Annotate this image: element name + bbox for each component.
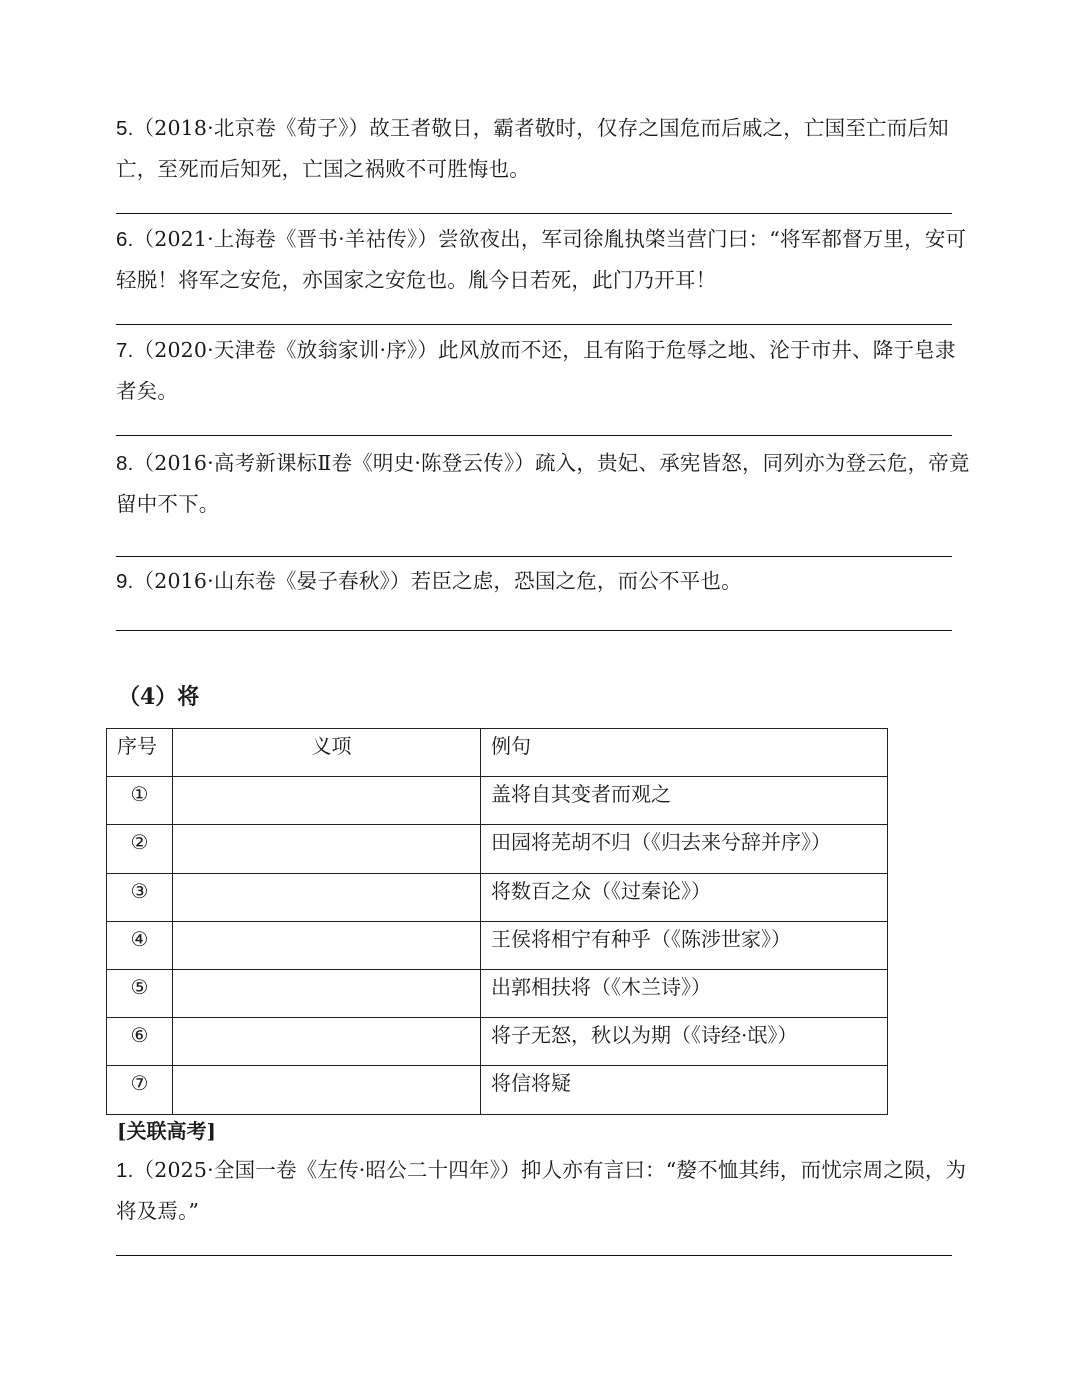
meaning-cell[interactable] — [173, 969, 481, 1017]
question-number: 6. — [116, 228, 134, 251]
meaning-cell[interactable] — [173, 873, 481, 921]
meaning-cell[interactable] — [173, 1018, 481, 1066]
meaning-cell[interactable] — [173, 921, 481, 969]
question-number: 7. — [116, 339, 134, 362]
meaning-cell[interactable] — [173, 825, 481, 873]
row-index: ⑦ — [107, 1066, 173, 1114]
question-6 — [116, 219, 976, 300]
example-cell: 将信将疑 — [481, 1066, 888, 1114]
question-text: （2018·北京卷《荀子》）故王者敬日，霸者敬时，仅存之国危而后戚之，亡国至亡而后知亡，至死而后知死，亡国之祸败不可胜悔也。 — [116, 116, 949, 181]
question-number: 1. — [116, 1159, 134, 1182]
question-text: （2016·山东卷《晏子春秋》）若臣之虑，恐国之危，而公不平也。 — [133, 569, 742, 593]
row-index: ④ — [107, 921, 173, 969]
table-header-row — [107, 729, 888, 777]
row-index: ① — [107, 777, 173, 825]
row-index: ② — [107, 825, 173, 873]
question-9 — [116, 561, 976, 602]
meaning-cell[interactable] — [173, 1066, 481, 1114]
question-text: （2020·天津卷《放翁家训·序》）此风放而不还，且有陷于危辱之地、沦于市井、降于皂隶者矣。 — [116, 338, 956, 403]
header-meaning: 义项 — [173, 729, 481, 777]
meaning-cell[interactable] — [173, 777, 481, 825]
related-question-1 — [116, 1150, 976, 1231]
answer-line[interactable] — [116, 556, 952, 557]
answer-line[interactable] — [116, 435, 952, 436]
table-row — [107, 969, 888, 1017]
related-exam-label: [关联高考] — [117, 1119, 216, 1143]
row-index: ⑤ — [107, 969, 173, 1017]
question-text: （2021·上海卷《晋书·羊祜传》）尝欲夜出，军司徐胤执棨当营门曰：“将军都督万里，安可轻脱！将军之安危，亦国家之安危也。胤今日若死，此门乃开耳！ — [116, 227, 967, 292]
answer-line[interactable] — [116, 324, 952, 325]
question-text: （2016·高考新课标Ⅱ卷《明史·陈登云传》）疏入，贵妃、承宪皆怒，同列亦为登云危，帝竟留中不下。 — [116, 451, 970, 516]
example-cell: 田园将芜胡不归（《归去来兮辞并序》） — [481, 825, 888, 873]
example-cell: 将数百之众（《过秦论》） — [481, 873, 888, 921]
example-cell: 出郭相扶将（《木兰诗》） — [481, 969, 888, 1017]
table-row — [107, 777, 888, 825]
example-cell: 盖将自其变者而观之 — [481, 777, 888, 825]
question-5 — [116, 108, 976, 189]
question-number: 8. — [116, 452, 134, 475]
example-cell: 王侯将相宁有种乎（《陈涉世家》） — [481, 921, 888, 969]
question-text: （2025·全国一卷《左传·昭公二十四年》）抑人亦有言曰：“嫠不恤其纬，而忧宗周之陨，为将及焉。” — [116, 1158, 967, 1223]
section-heading: （4）将 — [118, 684, 200, 710]
answer-line[interactable] — [116, 213, 952, 214]
question-number: 5. — [116, 117, 134, 140]
row-index: ③ — [107, 873, 173, 921]
question-number: 9. — [116, 570, 134, 593]
table-row — [107, 921, 888, 969]
table-row — [107, 825, 888, 873]
table-row — [107, 873, 888, 921]
table-row — [107, 1018, 888, 1066]
header-example: 例句 — [481, 729, 888, 777]
question-7 — [116, 330, 976, 411]
header-index: 序号 — [107, 729, 173, 777]
table-row — [107, 1066, 888, 1114]
example-cell: 将子无怒，秋以为期（《诗经·氓》） — [481, 1018, 888, 1066]
answer-line[interactable] — [116, 1255, 952, 1256]
question-8 — [116, 443, 976, 524]
row-index: ⑥ — [107, 1018, 173, 1066]
meaning-table — [106, 728, 888, 1115]
answer-line[interactable] — [116, 630, 952, 631]
